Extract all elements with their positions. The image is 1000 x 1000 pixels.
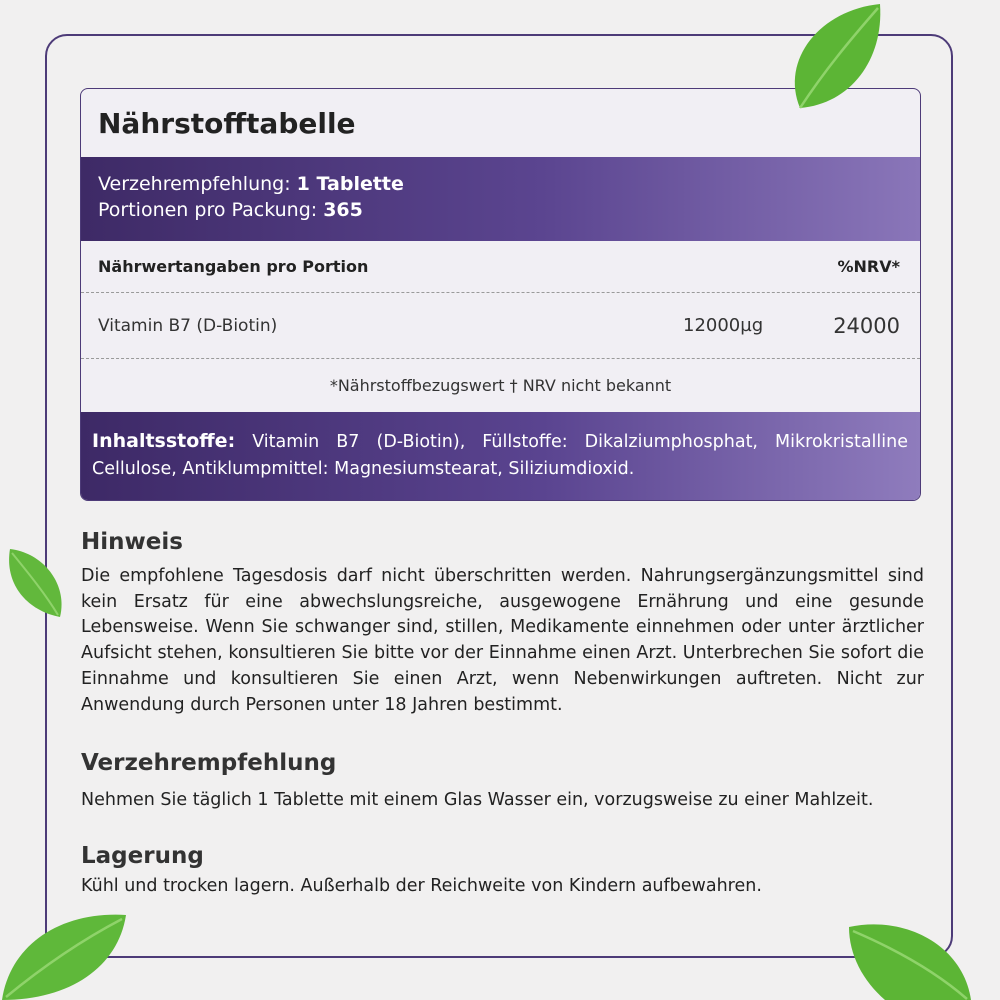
nutrition-panel — [80, 88, 921, 501]
portions-value: 365 — [323, 199, 363, 221]
lagerung-heading: Lagerung — [81, 843, 204, 869]
hinweis-heading: Hinweis — [81, 529, 183, 555]
table-row — [81, 293, 920, 359]
footnote: *Nährstoffbezugswert † NRV nicht bekannt — [329, 376, 672, 395]
serving-value: 1 Tablette — [296, 173, 404, 195]
leaf-icon — [845, 915, 975, 1000]
hinweis-text: Die empfohlene Tagesdosis darf nicht überschritten werden. Nahrungsergänzungsmittel sind kein Ersatz für eine abwechslungsreiche, ausgewogene Ernährung und eine gesunde Lebensweise. Wenn Sie schwanger sind, stillen, Medikamente einnehmen oder unter ärztlicher Aufsicht stehen, konsultieren Sie bitte vor der Einnahme einen Arzt. Unterbrechen Sie sofort die Einnahme und konsultieren Sie einen Arzt, wenn Nebenwirkungen auftreten. Nicht zur Anwendung durch Personen unter 18 Jahren bestimmt. — [81, 566, 924, 715]
verzehr-heading: Verzehrempfehlung — [81, 750, 337, 776]
hinweis-section — [81, 529, 924, 718]
portions-line — [98, 197, 903, 223]
ingredients — [81, 412, 920, 501]
nutrient-amount: 12000µg — [683, 315, 764, 336]
serving-label: Verzehrempfehlung: — [98, 173, 297, 195]
leaf-icon — [0, 905, 130, 1000]
ingredients-text: Vitamin B7 (D-Biotin), Füllstoffe: Dikalziumphosphat, Mikrokristalline Cellulose, Antiklumpmittel: Magnesiumstearat, Siliziumdioxid. — [92, 432, 908, 479]
serving-line — [98, 171, 903, 197]
serving-info — [81, 157, 920, 241]
lagerung-section — [81, 843, 924, 900]
lagerung-text: Kühl und trocken lagern. Außerhalb der Reichweite von Kindern aufbewahren. — [81, 876, 762, 896]
header-nrv: %NRV* — [837, 257, 900, 276]
leaf-icon — [4, 545, 66, 620]
portions-label: Portionen pro Packung: — [98, 199, 324, 221]
panel-title: Nährstofftabelle — [98, 106, 356, 140]
ingredients-label: Inhaltsstoffe: — [92, 430, 236, 452]
verzehr-text: Nehmen Sie täglich 1 Tablette mit einem Glas Wasser ein, vorzugsweise zu einer Mahlzeit. — [81, 790, 874, 810]
verzehr-section — [81, 750, 924, 814]
leaf-icon — [780, 0, 890, 115]
nutrient-nrv: 24000 — [833, 313, 900, 338]
header-per-portion: Nährwertangaben pro Portion — [98, 257, 369, 276]
nutrient-name: Vitamin B7 (D-Biotin) — [98, 315, 278, 336]
nutrition-table-header — [81, 241, 920, 293]
